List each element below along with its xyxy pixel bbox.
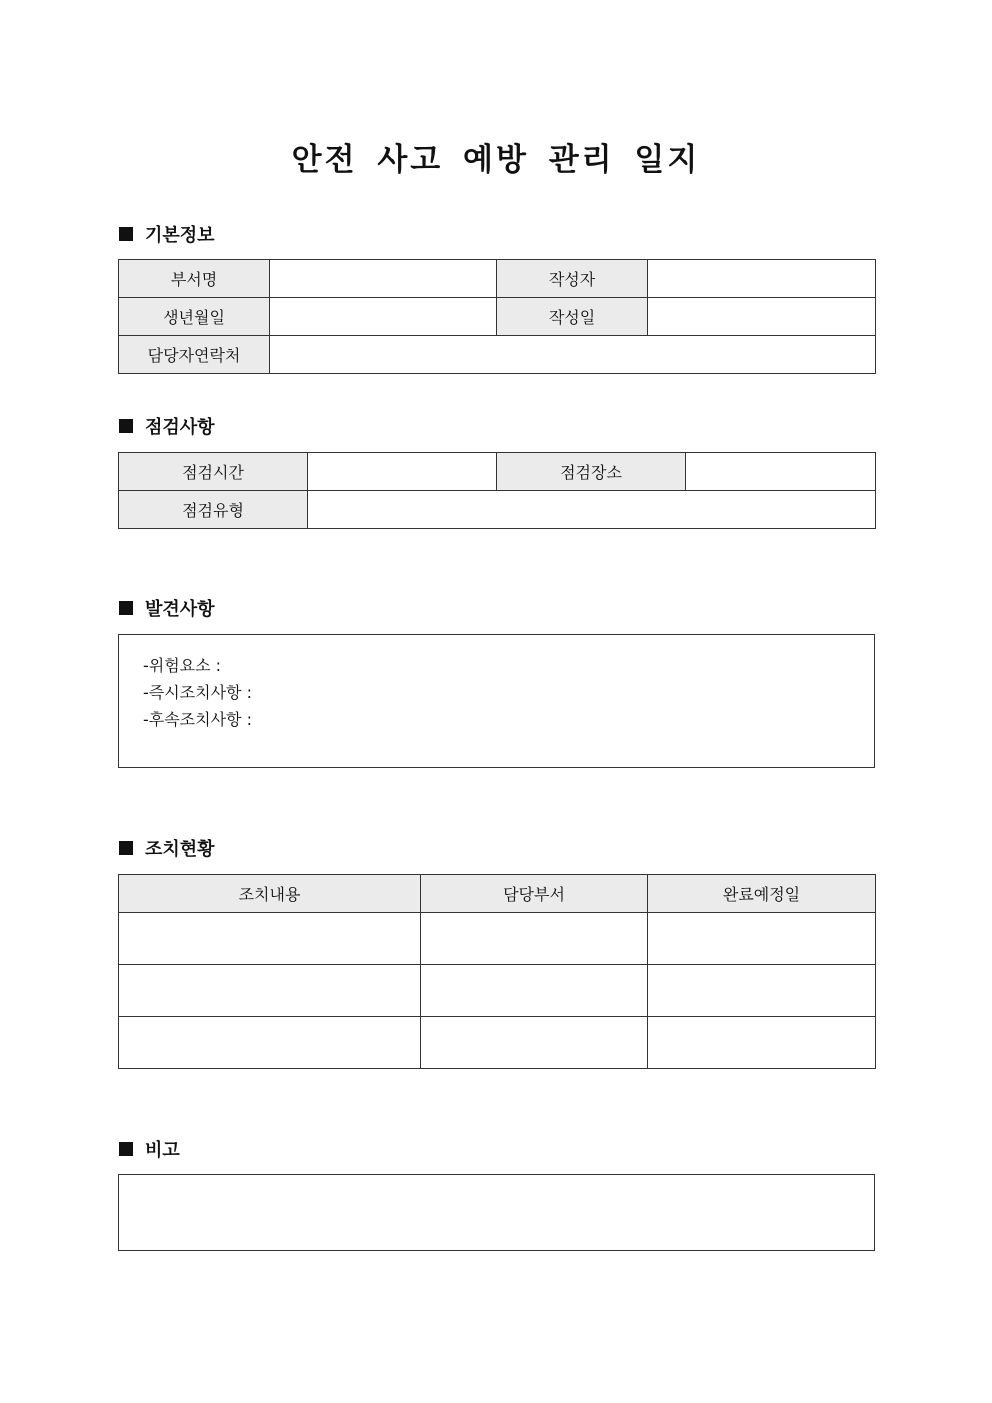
followup-action-line: -후속조치사항 : — [143, 710, 252, 729]
column-header: 완료예정일 — [648, 875, 876, 913]
place-label: 점검장소 — [497, 453, 686, 491]
author-field[interactable] — [648, 260, 876, 298]
time-label: 점검시간 — [119, 453, 308, 491]
responsible-dept-cell[interactable] — [421, 913, 648, 965]
type-label: 점검유형 — [119, 491, 308, 529]
dept-field[interactable] — [270, 260, 497, 298]
column-header: 조치내용 — [119, 875, 421, 913]
section-heading-findings — [119, 596, 215, 620]
column-header: 담당부서 — [421, 875, 648, 913]
action-content-cell[interactable] — [119, 1017, 421, 1069]
time-field[interactable] — [308, 453, 497, 491]
square-bullet-icon — [119, 841, 133, 855]
responsible-dept-cell[interactable] — [421, 1017, 648, 1069]
hazard-line: -위험요소 : — [143, 656, 222, 675]
due-date-cell[interactable] — [648, 1017, 876, 1069]
findings-box[interactable] — [118, 634, 875, 768]
birth-field[interactable] — [270, 298, 497, 336]
section-heading-label: 비고 — [145, 1140, 180, 1161]
due-date-cell[interactable] — [648, 913, 876, 965]
section-heading-inspection — [119, 414, 215, 438]
dept-label: 부서명 — [119, 260, 270, 298]
responsible-dept-cell[interactable] — [421, 965, 648, 1017]
basic-info-table — [118, 259, 876, 374]
due-date-cell[interactable] — [648, 965, 876, 1017]
section-heading-basic — [119, 222, 215, 246]
inspection-table — [118, 452, 876, 529]
square-bullet-icon — [119, 601, 133, 615]
date-field[interactable] — [648, 298, 876, 336]
section-heading-actions — [119, 836, 215, 860]
actions-table — [118, 874, 876, 1069]
place-field[interactable] — [686, 453, 876, 491]
square-bullet-icon — [119, 419, 133, 433]
immediate-action-line: -즉시조치사항 : — [143, 683, 252, 702]
contact-field[interactable] — [270, 336, 876, 374]
section-heading-label: 점검사항 — [145, 417, 215, 438]
table-row — [119, 913, 876, 965]
section-heading-remarks — [119, 1137, 180, 1161]
author-label: 작성자 — [497, 260, 648, 298]
action-content-cell[interactable] — [119, 913, 421, 965]
page-title: 안전 사고 예방 관리 일지 — [291, 142, 701, 178]
birth-label: 생년월일 — [119, 298, 270, 336]
square-bullet-icon — [119, 1142, 133, 1156]
square-bullet-icon — [119, 227, 133, 241]
action-content-cell[interactable] — [119, 965, 421, 1017]
section-heading-label: 조치현황 — [145, 839, 215, 860]
table-row — [119, 965, 876, 1017]
type-field[interactable] — [308, 491, 876, 529]
section-heading-label: 발견사항 — [145, 599, 215, 620]
date-label: 작성일 — [497, 298, 648, 336]
remarks-box[interactable] — [118, 1174, 875, 1251]
section-heading-label: 기본정보 — [145, 225, 215, 246]
table-row — [119, 1017, 876, 1069]
contact-label: 담당자연락처 — [119, 336, 270, 374]
